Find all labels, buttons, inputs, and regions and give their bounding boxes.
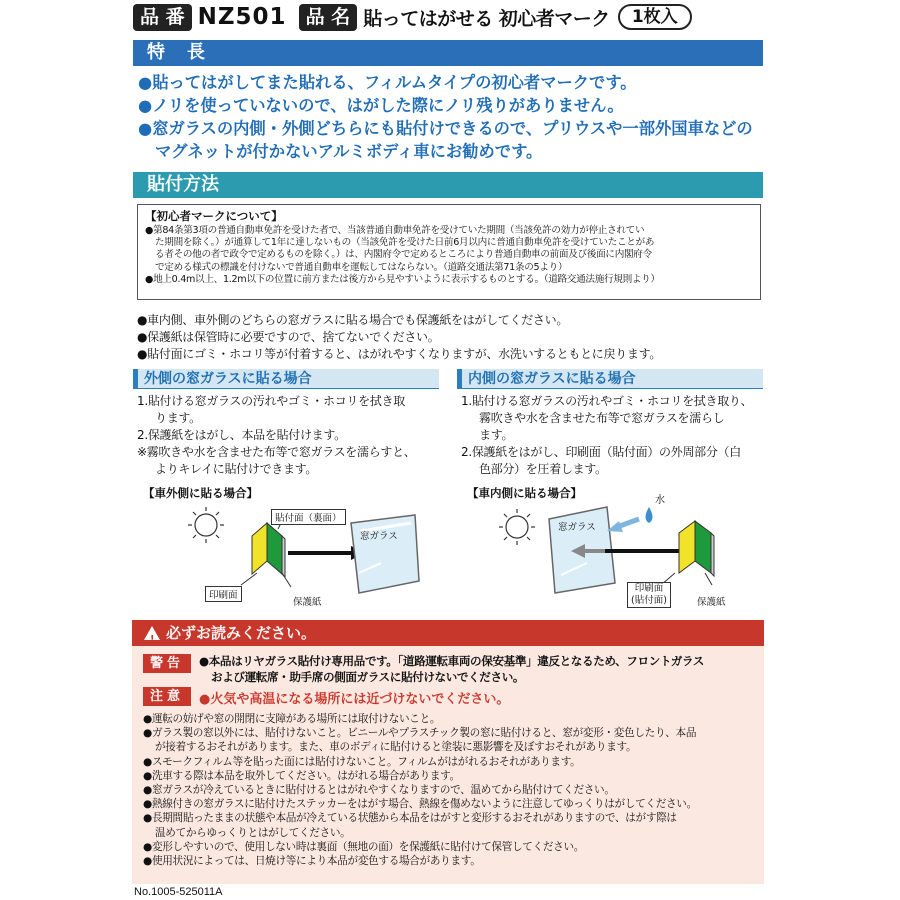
- label-water: 水: [655, 495, 665, 506]
- caution-list: [143, 712, 697, 868]
- beginner-mark-icon: [252, 523, 285, 577]
- caution-item: ●長期間貼ったままの状態や本品が冷えている状態から本品をはがすと変形するおそれがありますので、はがす際は: [143, 812, 677, 825]
- note-line: ●貼付面にゴミ・ホコリ等が付着すると、はがれやすくなりますが、水洗いするともとに戻ります。: [137, 347, 662, 361]
- outside-title: 外側の窓ガラスに貼る場合: [133, 369, 439, 389]
- outside-sub-heading: 【車外側に貼る場合】: [143, 486, 258, 500]
- inside-panel: [457, 369, 763, 609]
- window-glass-icon: [351, 515, 419, 593]
- outside-panel: [133, 369, 439, 609]
- label-back-side: 貼付面（裏面）: [271, 509, 346, 525]
- warning-text: [199, 653, 704, 685]
- caution-item: ●洗車する際は本品を取外してください。はがれる場合があります。: [143, 769, 460, 782]
- label-print-line: 印刷面: [634, 583, 664, 594]
- outside-steps: [133, 389, 439, 478]
- warning-icon: [144, 626, 160, 640]
- beginner-mark-icon: [679, 521, 714, 576]
- feature-line: ●窓ガラスの内側・外側どちらにも貼付けできるので、プリウスや一部外国車などの: [138, 119, 753, 138]
- document-number: No.1005-525011A: [134, 886, 223, 898]
- caution-item: が接着するおそれがあります。また、車のボディに貼付けると塗装に悪影響を及ぼすおそれがあります。: [155, 741, 637, 754]
- caution-heading: ●火気や高温になる場所には近づけないでください。: [199, 692, 510, 707]
- step-line: 色部分）を圧着します。: [479, 462, 607, 476]
- warning-title: 必ずお読みください。: [166, 624, 317, 642]
- inside-sub-heading: 【車内側に貼る場合】: [467, 486, 582, 500]
- warning-badge: 警告: [143, 654, 191, 673]
- caution-item: ●熱線付きの窓ガラスに貼付けたステッカーをはがす場合、熱線を傷めないように注意してゆっくりはがしてください。: [143, 798, 697, 811]
- step-line: ※霧吹きや水を含ませた布等で窓ガラスを濡らすと、: [137, 445, 416, 459]
- features-heading: 特 長: [133, 40, 763, 66]
- info-line: る者その他の者で政令で定めるものを除く。）は、内閣府令で定めるところにより普通自動車の前面及び後面に内閣府令: [155, 249, 652, 261]
- label-print-line: (貼付面): [631, 595, 667, 606]
- step-line: 1.貼付ける窓ガラスの汚れやゴミ・ホコリを拭き取り、: [461, 394, 753, 408]
- caution-item: ●ガラス製の窓以外には、貼付けないこと。ビニールやプラスチック製の窓に貼付けると、窓が変形・変色したり、本品: [143, 727, 697, 740]
- step-line: 2.保護紙をはがし、本品を貼付けます。: [137, 428, 346, 442]
- warning-line: ●本品はリヤガラス貼付け専用品です。「道路運転車両の保安基準」違反となるため、フロントガラス: [199, 654, 704, 668]
- step-line: ます。: [479, 428, 514, 442]
- method-notes: [137, 312, 661, 363]
- caution-badge: 注意: [143, 687, 191, 706]
- step-line: 1.貼付ける窓ガラスの汚れやゴミ・ホコリを拭き取: [137, 394, 405, 408]
- warning-line: および運転席・助手席の側面ガラスに貼付けないでください。: [211, 670, 525, 684]
- label-protective-paper: 保護紙: [293, 594, 322, 608]
- product-name: 貼ってはがせる 初心者マーク: [363, 7, 610, 30]
- info-line: ●地上0.4m以上、1.2m以下の位置に前方または後方から見やすいように表示するものとする。（道路交通法施行規則より）: [145, 273, 660, 285]
- water-drop-icon: [646, 507, 653, 523]
- beginner-mark-info-box: [137, 204, 761, 300]
- feature-line: ●ノリを使っていないので、はがした際にノリ残りがありません。: [138, 96, 624, 115]
- caution-item: ●使用状況によっては、日焼け等により本品が変色する場合があります。: [143, 855, 481, 868]
- method-heading: 貼付方法: [133, 172, 763, 198]
- name-tag: 品 名: [299, 4, 358, 31]
- note-line: ●車内側、車外側のどちらの窓ガラスに貼る場合でも保護紙をはがしてください。: [137, 313, 569, 327]
- code-tag: 品 番: [133, 4, 192, 31]
- info-line: た期間を除く。）が通算して1年に達しないもの（当該免許を受けた日前6月以内に普通自動車免許を受けていたことがあ: [155, 237, 655, 249]
- step-line: 2.保護紙をはがし、印刷面（貼付面）の外周部分（白: [461, 445, 741, 459]
- header: [133, 2, 692, 32]
- label-print-side: [627, 582, 671, 608]
- step-line: 霧吹きや水を含ませた布等で窓ガラスを濡らし: [479, 411, 725, 425]
- feature-line: ●貼ってはがしてまた貼れる、フィルムタイプの初心者マークです。: [138, 73, 637, 92]
- note-line: ●保護紙は保管時に必要ですので、捨てないでください。: [137, 330, 440, 344]
- inside-title: 内側の窓ガラスに貼る場合: [457, 369, 763, 389]
- caution-item: 温めてからゆっくりとはがしてください。: [155, 826, 351, 839]
- label-print-side: 印刷面: [205, 586, 242, 602]
- features-list: [138, 71, 768, 163]
- label-glass: 窓ガラス: [558, 522, 596, 533]
- quantity-badge: 1枚入: [618, 4, 692, 30]
- caution-item: ●窓ガラスが冷えているときに貼付けるとはがれやすくなりますので、温めてから貼付けてください。: [143, 784, 615, 797]
- caution-item: ●運転の妨げや窓の開閉に支障がある場所には取付けないこと。: [143, 713, 441, 725]
- step-line: よりキレイに貼付けできます。: [155, 462, 318, 476]
- info-line: ●第84条第3項の普通自動車免許を受けた者で、当該普通自動車免許を受けていた期間（当該免許の効力が停止されてい: [145, 225, 645, 236]
- sun-icon: [499, 509, 535, 545]
- warning-heading: [132, 620, 764, 646]
- feature-line: マグネットが付かないアルミボディ車にお勧めです。: [155, 142, 543, 161]
- inside-steps: [457, 389, 763, 478]
- info-box-title: 【初心者マークについて】: [145, 209, 283, 223]
- info-line: で定める様式の標識を付けないで普通自動車を運転してはならない。（道路交通法第71条の5より）: [155, 261, 568, 273]
- label-protective-paper: 保護紙: [697, 594, 726, 608]
- sun-icon: [188, 507, 224, 543]
- product-code: NZ501: [197, 4, 287, 30]
- caution-item: ●変形しやすいので、使用しない時は裏面（無地の面）を保護紙に貼付けて保管してください。: [143, 840, 585, 853]
- caution-item: ●スモークフィルム等を貼った面には貼付けないこと。フィルムがはがれるおそれがあります。: [143, 755, 581, 768]
- label-glass: 窓ガラス: [360, 531, 398, 542]
- step-line: ります。: [155, 411, 201, 425]
